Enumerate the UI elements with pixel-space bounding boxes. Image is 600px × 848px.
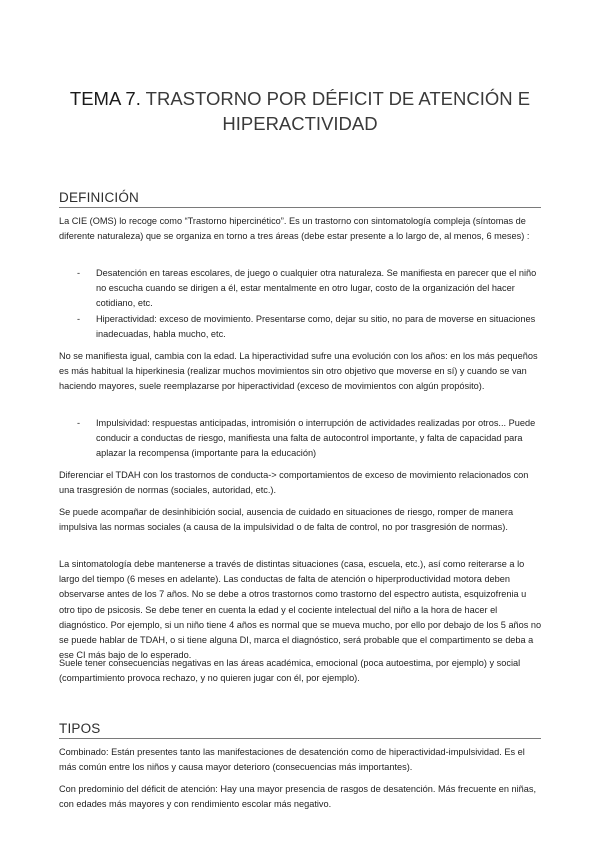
paragraph-diferenciar: Diferenciar el TDAH con los trastornos de conducta-> comportamientos de exceso de movimiento relacionados con una trasgresión de normas (sociales, autoridad, etc.). (59, 470, 529, 496)
list-marker: - (77, 418, 81, 428)
section-divider (59, 738, 541, 739)
paragraph-predominio-desatencion: Con predominio del déficit de atención: Hay una mayor presencia de rasgos de desatención. Más frecuente en niñas, con edades más mayores y con rendimiento escolar más negativo. (59, 784, 537, 810)
paragraph-desinhibicion: Se puede acompañar de desinhibición social, ausencia de cuidado en situaciones de riesgo, romper de manera impulsiva las normas sociales (a causa de la impulsividad o de falta de control, no por trasgresión de normas). (59, 507, 514, 533)
definicion-intro: La CIE (OMS) lo recoge como “Trastorno hipercinético”. Es un trastorno con sintomatología compleja (síntomas de diferente naturaleza) que se organiza en torno a tres áreas (debe estar presente a lo largo de, al menos, 6 meses) : (59, 216, 530, 242)
list-item: Impulsividad: respuestas anticipadas, intromisión o interrupción de actividades realizadas por otros... Puede conducir a conductas de riesgo, manifiesta una falta de autocontrol importante, y falta de capacidad para aplazar la recompensa (importante para la educación) (96, 418, 536, 459)
list-marker: - (77, 268, 81, 278)
paragraph-combinado: Combinado: Están presentes tanto las manifestaciones de desatención como de hiperactividad-impulsividad. Es el más común entre los niños y causa mayor deterioro (consecuencias más importantes). (59, 747, 525, 773)
list-marker: - (77, 314, 81, 324)
section-heading-tipos: TIPOS (59, 721, 101, 736)
title-text: TRASTORNO POR DÉFICIT DE ATENCIÓN E HIPERACTIVIDAD (145, 88, 531, 134)
section-divider (59, 207, 541, 208)
list-item: Desatención en tareas escolares, de juego o cualquier otra naturaleza. Se manifiesta en parecer que el niño no escucha cuando se dirigen a él, estar mentalmente en otro lugar, costo de la organización del hacer cotidiano, etc. (96, 268, 537, 309)
title-prefix: TEMA 7. (69, 88, 141, 109)
list-item: Hiperactividad: exceso de movimiento. Presentarse como, dejar su sitio, no para de moverse en situaciones inadecuadas, habla mucho, etc. (96, 314, 536, 340)
paragraph-consecuencias: Suele tener consecuencias negativas en las áreas académica, emocional (poca autoestima, por ejemplo) y social (compartimiento provoca rechazo, y no quieren jugar con él, por ejemplo). (59, 658, 521, 684)
paragraph-sintomatologia: La sintomatología debe mantenerse a través de distintas situaciones (casa, escuela, etc.), así como reiterarse a lo largo del tiempo (6 meses en adelante). Las conductas de falta de atención o hiperproductividad motora deben observarse antes de los 7 años. No se debe a otros trastornos como trastorno del espectro autista, esquizofrenia u otro tipo de psicosis. Se debe tener en cuenta la edad y el cociente intelectual del niño a la hora de hacer el diagnóstico. Por ejemplo, si un niño tiene 4 años es normal que se mueva mucho, por ello por debajo de los 5 años no se puede hablar de TDAH, o si tiene alguna DI, marca el diagnóstico, será probable que el compartimento se deba a ese CI más bajo de lo esperado. (59, 559, 542, 661)
paragraph-edad: No se manifiesta igual, cambia con la edad. La hiperactividad sufre una evolución con los años: en los más pequeños es más habitual la hiperkinesia (realizar muchos movimientos sin otro objetivo que moverse en sí) y cuando se van haciendo mayores, suele reemplazarse por hiperactividad (exceso de movimientos con algún propósito). (59, 351, 538, 392)
section-heading-definicion: DEFINICIÓN (59, 190, 140, 205)
page-title (60, 86, 540, 136)
